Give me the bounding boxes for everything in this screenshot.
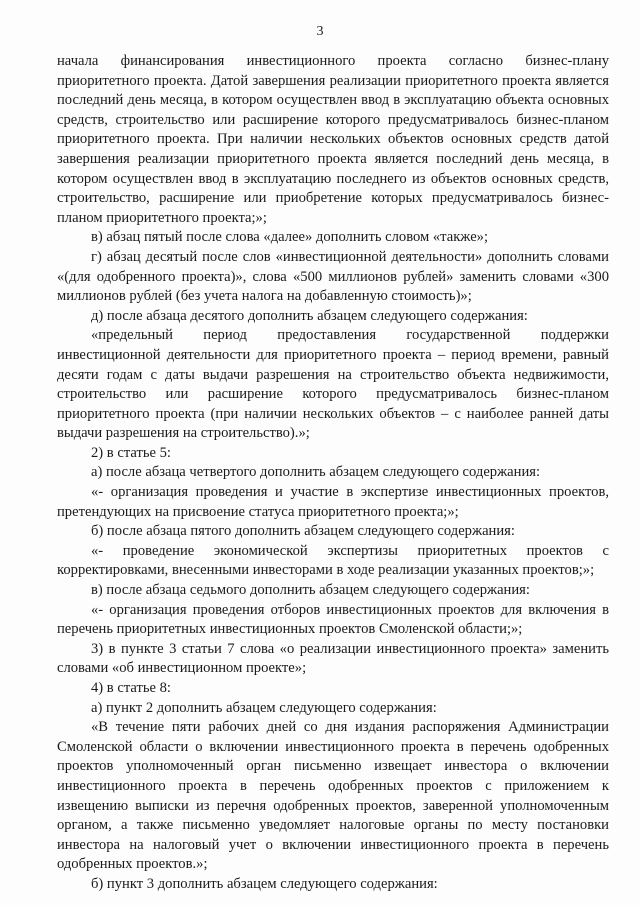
paragraph: «- проведение экономической экспертизы приоритетных проектов с корректировками, внесенными инвесторами в ходе реализации указанных проектов;»;	[57, 542, 609, 579]
paragraph-continuation: начала финансирования инвестиционного проекта согласно бизнес-плану приоритетного проекта. Датой завершения реализации приоритетного проекта является последний день месяца, в котором осуществлен ввод в эксплуатацию объекта основных средств, строительство или расширение которого предусматривалось бизнес-планом приоритетного проекта. При наличии нескольких объектов основных средств датой завершения реализации приоритетного проекта является последний день месяца, в котором осуществлен ввод в эксплуатацию последнего из объектов основных средств, строительство, расширение или приобретение которых предусматривалось бизнес-планом приоритетного проекта;»;	[57, 53, 609, 226]
paragraph: д) после абзаца десятого дополнить абзацем следующего содержания:	[91, 307, 528, 324]
paragraph: «В течение пяти рабочих дней со дня издания распоряжения Администрации Смоленской области о включении инвестиционного проекта в перечень одобренных проектов уполномоченный орган письменно извещает инвестора о включении инвестиционного проекта в перечень одобренных проектов с приложением к извещению выписки из перечня одобренных проектов, заверенной уполномоченным органом, а также письменно уведомляет налоговые органы по месту постановки инвестора на налоговый учет о включении инвестиционного проекта в перечень одобренных проектов.»;	[57, 719, 609, 873]
paragraph: в) после абзаца седьмого дополнить абзацем следующего содержания:	[91, 582, 530, 599]
paragraph: «предельный период предоставления государственной поддержки инвестиционной деятельности для приоритетного проекта – период времени, равный десяти годам с даты выдачи разрешения на строительство объекта недвижимости, строительство или расширение которого предусматривалось бизнес-планом приоритетного проекта (при наличии нескольких объектов – с наиболее ранней даты выдачи разрешения на строительство).»;	[57, 327, 609, 442]
paragraph: «- организация проведения отборов инвестиционных проектов для включения в перечень приоритетных инвестиционных проектов Смоленской области;»;	[57, 601, 609, 638]
paragraph: в) абзац пятый после слова «далее» дополнить словом «также»;	[91, 229, 489, 246]
paragraph: 2) в статье 5:	[91, 444, 171, 461]
paragraph: 4) в статье 8:	[91, 680, 171, 696]
paragraph: 3) в пункте 3 статьи 7 слова «о реализации инвестиционного проекта» заменить словами «об инвестиционном проекте»;	[57, 640, 609, 677]
paragraph: а) после абзаца четвертого дополнить абзацем следующего содержания:	[91, 464, 541, 481]
paragraph: «- организация проведения и участие в экспертизе инвестиционных проектов, претендующих на присвоение статуса приоритетного проекта;»;	[57, 484, 609, 520]
paragraph: б) после абзаца пятого дополнить абзацем следующего содержания:	[91, 523, 515, 540]
paragraph: г) абзац десятый после слов «инвестиционной деятельности» дополнить словами «(для одобренного проекта)», слова «500 миллионов рублей» заменить словами «300 миллионов рублей (без учета налога на добавленную стоимость)»;	[57, 248, 609, 305]
page-number: 3	[316, 24, 324, 39]
paragraph: а) пункт 2 дополнить абзацем следующего содержания:	[91, 699, 437, 716]
paragraph: б) пункт 3 дополнить абзацем следующего содержания:	[91, 875, 438, 892]
document-body	[57, 52, 609, 895]
